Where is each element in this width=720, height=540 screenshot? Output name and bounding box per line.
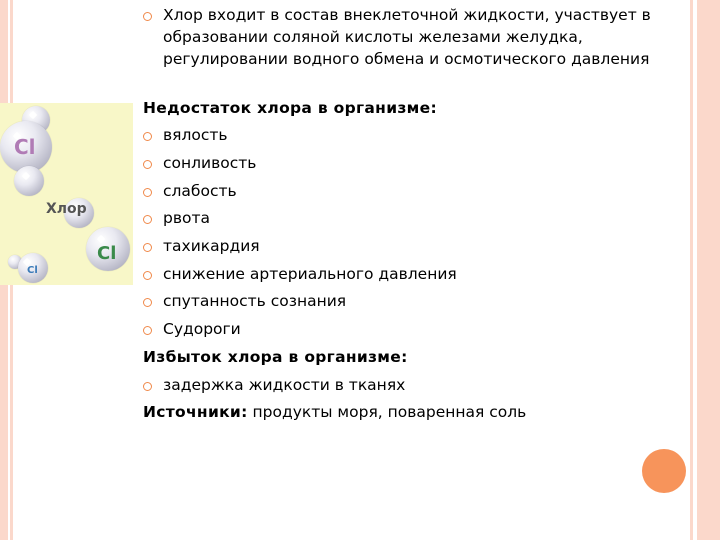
sources-line [143, 401, 526, 423]
list-item-text: сонливость [163, 154, 257, 172]
circle-bullet-icon [143, 271, 152, 280]
sources-text: продукты моря, поваренная соль [247, 403, 527, 421]
list-item-text: тахикардия [163, 237, 260, 255]
excess-heading: Избыток хлора в организме: [143, 348, 408, 366]
circle-bullet-icon [143, 243, 152, 252]
circle-bullet-icon [143, 326, 152, 335]
decorative-circle [642, 449, 686, 493]
decorative-stripe [697, 0, 720, 540]
circle-bullet-icon [143, 298, 152, 307]
chlorine-symbol: Cl [14, 135, 36, 159]
list-item-text: Судороги [163, 320, 241, 338]
bubble [14, 166, 44, 196]
circle-bullet-icon [143, 160, 152, 169]
list-item-text: спутанность сознания [163, 292, 347, 310]
decorative-stripe [690, 0, 693, 540]
list-item-text: рвота [163, 209, 210, 227]
list-item-text: снижение артериального давления [163, 265, 457, 283]
image-caption: Хлор [46, 201, 87, 217]
list-item-text: задержка жидкости в тканях [163, 376, 406, 394]
chlorine-symbol: Cl [27, 265, 38, 276]
chlorine-illustration [0, 103, 133, 285]
circle-bullet-icon [143, 12, 152, 21]
circle-bullet-icon [143, 215, 152, 224]
circle-bullet-icon [143, 382, 152, 391]
list-item-text: вялость [163, 126, 228, 144]
circle-bullet-icon [143, 188, 152, 197]
list-item-text: слабость [163, 182, 237, 200]
chlorine-symbol: Cl [97, 243, 117, 264]
circle-bullet-icon [143, 132, 152, 141]
sources-label: Источники: [143, 403, 248, 421]
intro-text: Хлор входит в состав внеклеточной жидкости, участвует в образовании соляной кислоты железами желудка, регулировании водного обмена и осмотического давления [163, 6, 651, 68]
deficiency-heading: Недостаток хлора в организме: [143, 99, 437, 117]
